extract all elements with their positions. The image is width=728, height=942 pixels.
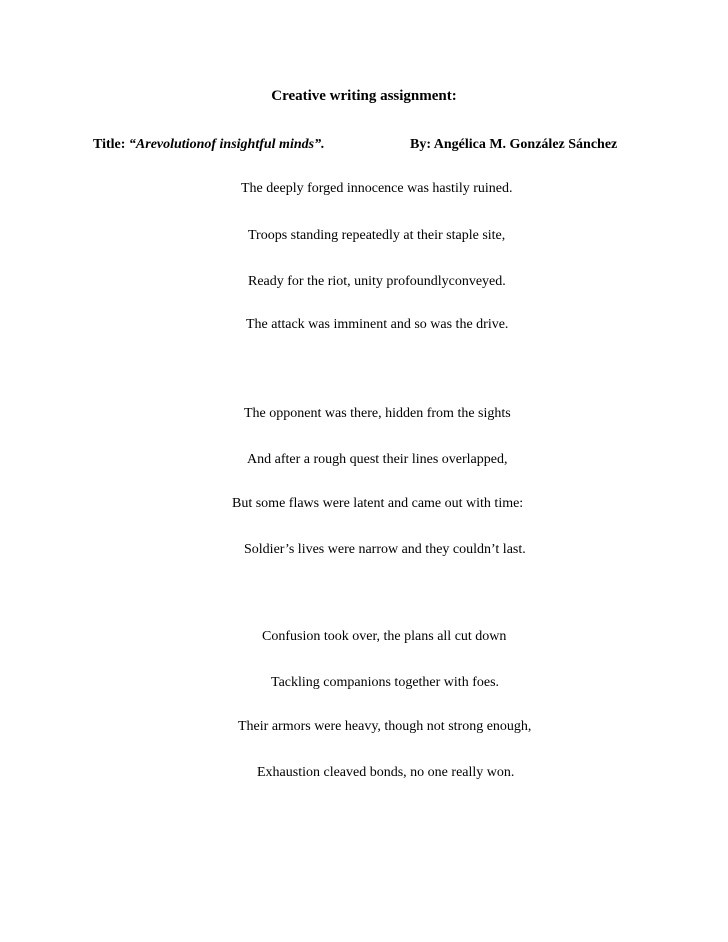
- poem-line: But some flaws were latent and came out with time:: [232, 496, 524, 511]
- author-byline: By: Angélica M. González Sánchez: [410, 137, 618, 152]
- poem-line: Confusion took over, the plans all cut down: [262, 629, 507, 644]
- poem-line: Ready for the riot, unity profoundlyconveyed.: [248, 274, 506, 289]
- title-label: Title:: [93, 137, 126, 152]
- poem-line: Troops standing repeatedly at their staple site,: [248, 228, 506, 243]
- poem-line: The opponent was there, hidden from the sights: [244, 406, 511, 421]
- poem-line: The attack was imminent and so was the drive.: [246, 317, 509, 332]
- poem-line: And after a rough quest their lines overlapped,: [247, 452, 508, 467]
- poem-line: Soldier’s lives were narrow and they couldn’t last.: [244, 542, 526, 557]
- title: [93, 137, 325, 153]
- poem-line: The deeply forged innocence was hastily ruined.: [241, 181, 513, 196]
- title-text: “Arevolutionof insightful minds”.: [128, 137, 325, 152]
- poem-line: Tackling companions together with foes.: [271, 675, 500, 690]
- poem-line: Their armors were heavy, though not strong enough,: [238, 719, 532, 734]
- poem-line: Exhaustion cleaved bonds, no one really won.: [257, 765, 515, 780]
- document-heading: Creative writing assignment:: [271, 88, 457, 104]
